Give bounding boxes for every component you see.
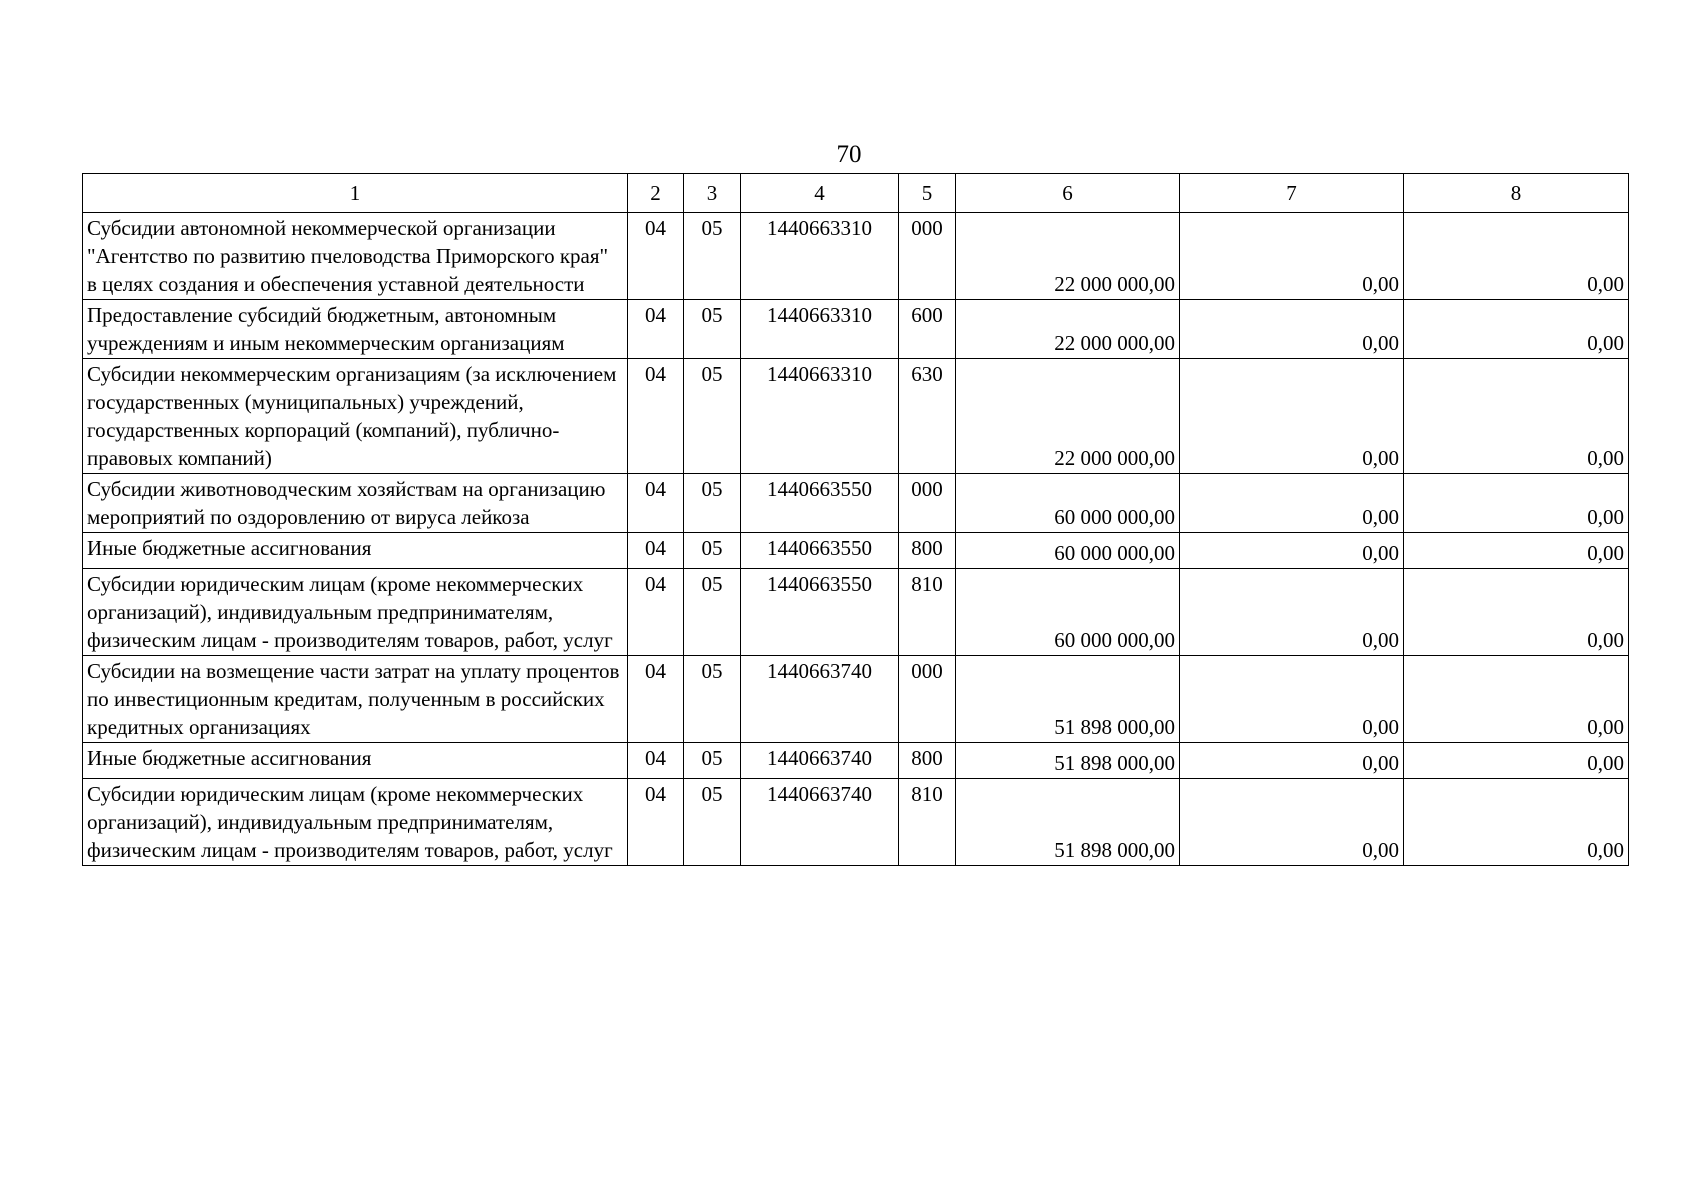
expense-type-code: 000: [899, 213, 956, 300]
amount-col-8: 0,00: [1404, 569, 1629, 656]
column-header: 5: [899, 174, 956, 213]
section-code: 04: [628, 474, 684, 533]
target-article-code: 1440663550: [741, 569, 899, 656]
amount-col-6: 22 000 000,00: [956, 300, 1180, 359]
table-row: [83, 656, 1629, 743]
table-row: [83, 474, 1629, 533]
amount-col-8: 0,00: [1404, 779, 1629, 866]
target-article-code: 1440663740: [741, 743, 899, 779]
amount-col-6: 51 898 000,00: [956, 779, 1180, 866]
subsection-code: 05: [684, 743, 741, 779]
page-number: 70: [836, 141, 862, 168]
amount-col-7: 0,00: [1180, 743, 1404, 779]
expense-type-code: 600: [899, 300, 956, 359]
amount-col-7: 0,00: [1180, 474, 1404, 533]
expense-type-code: 800: [899, 533, 956, 569]
amount-col-7: 0,00: [1180, 359, 1404, 474]
target-article-code: 1440663310: [741, 213, 899, 300]
amount-col-7: 0,00: [1180, 300, 1404, 359]
row-name: Предоставление субсидий бюджетным, автономным учреждениям и иным некоммерческим организациям: [83, 300, 628, 359]
section-code: 04: [628, 569, 684, 656]
target-article-code: 1440663550: [741, 474, 899, 533]
row-name: Иные бюджетные ассигнования: [83, 533, 628, 569]
section-code: 04: [628, 779, 684, 866]
amount-col-6: 60 000 000,00: [956, 474, 1180, 533]
amount-col-8: 0,00: [1404, 656, 1629, 743]
amount-col-6: 22 000 000,00: [956, 213, 1180, 300]
amount-col-7: 0,00: [1180, 533, 1404, 569]
table-row: [83, 213, 1629, 300]
amount-col-7: 0,00: [1180, 779, 1404, 866]
expense-type-code: 810: [899, 569, 956, 656]
target-article-code: 1440663550: [741, 533, 899, 569]
expense-type-code: 000: [899, 474, 956, 533]
expense-type-code: 630: [899, 359, 956, 474]
section-code: 04: [628, 359, 684, 474]
amount-col-6: 51 898 000,00: [956, 656, 1180, 743]
table-row: [83, 533, 1629, 569]
row-name: Субсидии на возмещение части затрат на уплату процентов по инвестиционным кредитам, полученным в российских кредитных организациях: [83, 656, 628, 743]
amount-col-8: 0,00: [1404, 533, 1629, 569]
expense-type-code: 810: [899, 779, 956, 866]
amount-col-6: 60 000 000,00: [956, 569, 1180, 656]
target-article-code: 1440663740: [741, 779, 899, 866]
section-code: 04: [628, 213, 684, 300]
column-header: 2: [628, 174, 684, 213]
expense-type-code: 800: [899, 743, 956, 779]
target-article-code: 1440663740: [741, 656, 899, 743]
amount-col-6: 51 898 000,00: [956, 743, 1180, 779]
subsection-code: 05: [684, 300, 741, 359]
table-row: [83, 300, 1629, 359]
section-code: 04: [628, 656, 684, 743]
column-header: 6: [956, 174, 1180, 213]
column-header: 8: [1404, 174, 1629, 213]
row-name: Субсидии юридическим лицам (кроме некоммерческих организаций), индивидуальным предпринимателям, физическим лицам - производителям товаров, работ, услуг: [83, 569, 628, 656]
target-article-code: 1440663310: [741, 300, 899, 359]
section-code: 04: [628, 743, 684, 779]
amount-col-8: 0,00: [1404, 474, 1629, 533]
amount-col-6: 22 000 000,00: [956, 359, 1180, 474]
amount-col-8: 0,00: [1404, 300, 1629, 359]
expense-type-code: 000: [899, 656, 956, 743]
header-row: [83, 174, 1629, 213]
amount-col-7: 0,00: [1180, 569, 1404, 656]
subsection-code: 05: [684, 359, 741, 474]
amount-col-7: 0,00: [1180, 213, 1404, 300]
column-header: 1: [83, 174, 628, 213]
amount-col-7: 0,00: [1180, 656, 1404, 743]
amount-col-8: 0,00: [1404, 213, 1629, 300]
row-name: Субсидии животноводческим хозяйствам на организацию мероприятий по оздоровлению от вируса лейкоза: [83, 474, 628, 533]
table-row: [83, 779, 1629, 866]
amount-col-8: 0,00: [1404, 743, 1629, 779]
amount-col-6: 60 000 000,00: [956, 533, 1180, 569]
section-code: 04: [628, 300, 684, 359]
table-row: [83, 743, 1629, 779]
table-row: [83, 569, 1629, 656]
subsection-code: 05: [684, 474, 741, 533]
column-header: 3: [684, 174, 741, 213]
column-header: 7: [1180, 174, 1404, 213]
row-name: Субсидии некоммерческим организациям (за исключением государственных (муниципальных) учреждений, государственных корпораций (компаний), публично-правовых компаний): [83, 359, 628, 474]
subsection-code: 05: [684, 656, 741, 743]
subsection-code: 05: [684, 533, 741, 569]
row-name: Иные бюджетные ассигнования: [83, 743, 628, 779]
subsection-code: 05: [684, 213, 741, 300]
row-name: Субсидии автономной некоммерческой организации "Агентство по развитию пчеловодства Приморского края" в целях создания и обеспечения уставной деятельности: [83, 213, 628, 300]
subsection-code: 05: [684, 779, 741, 866]
target-article-code: 1440663310: [741, 359, 899, 474]
section-code: 04: [628, 533, 684, 569]
amount-col-8: 0,00: [1404, 359, 1629, 474]
table-row: [83, 359, 1629, 474]
subsection-code: 05: [684, 569, 741, 656]
column-header: 4: [741, 174, 899, 213]
row-name: Субсидии юридическим лицам (кроме некоммерческих организаций), индивидуальным предпринимателям, физическим лицам - производителям товаров, работ, услуг: [83, 779, 628, 866]
budget-table: [82, 173, 1629, 866]
